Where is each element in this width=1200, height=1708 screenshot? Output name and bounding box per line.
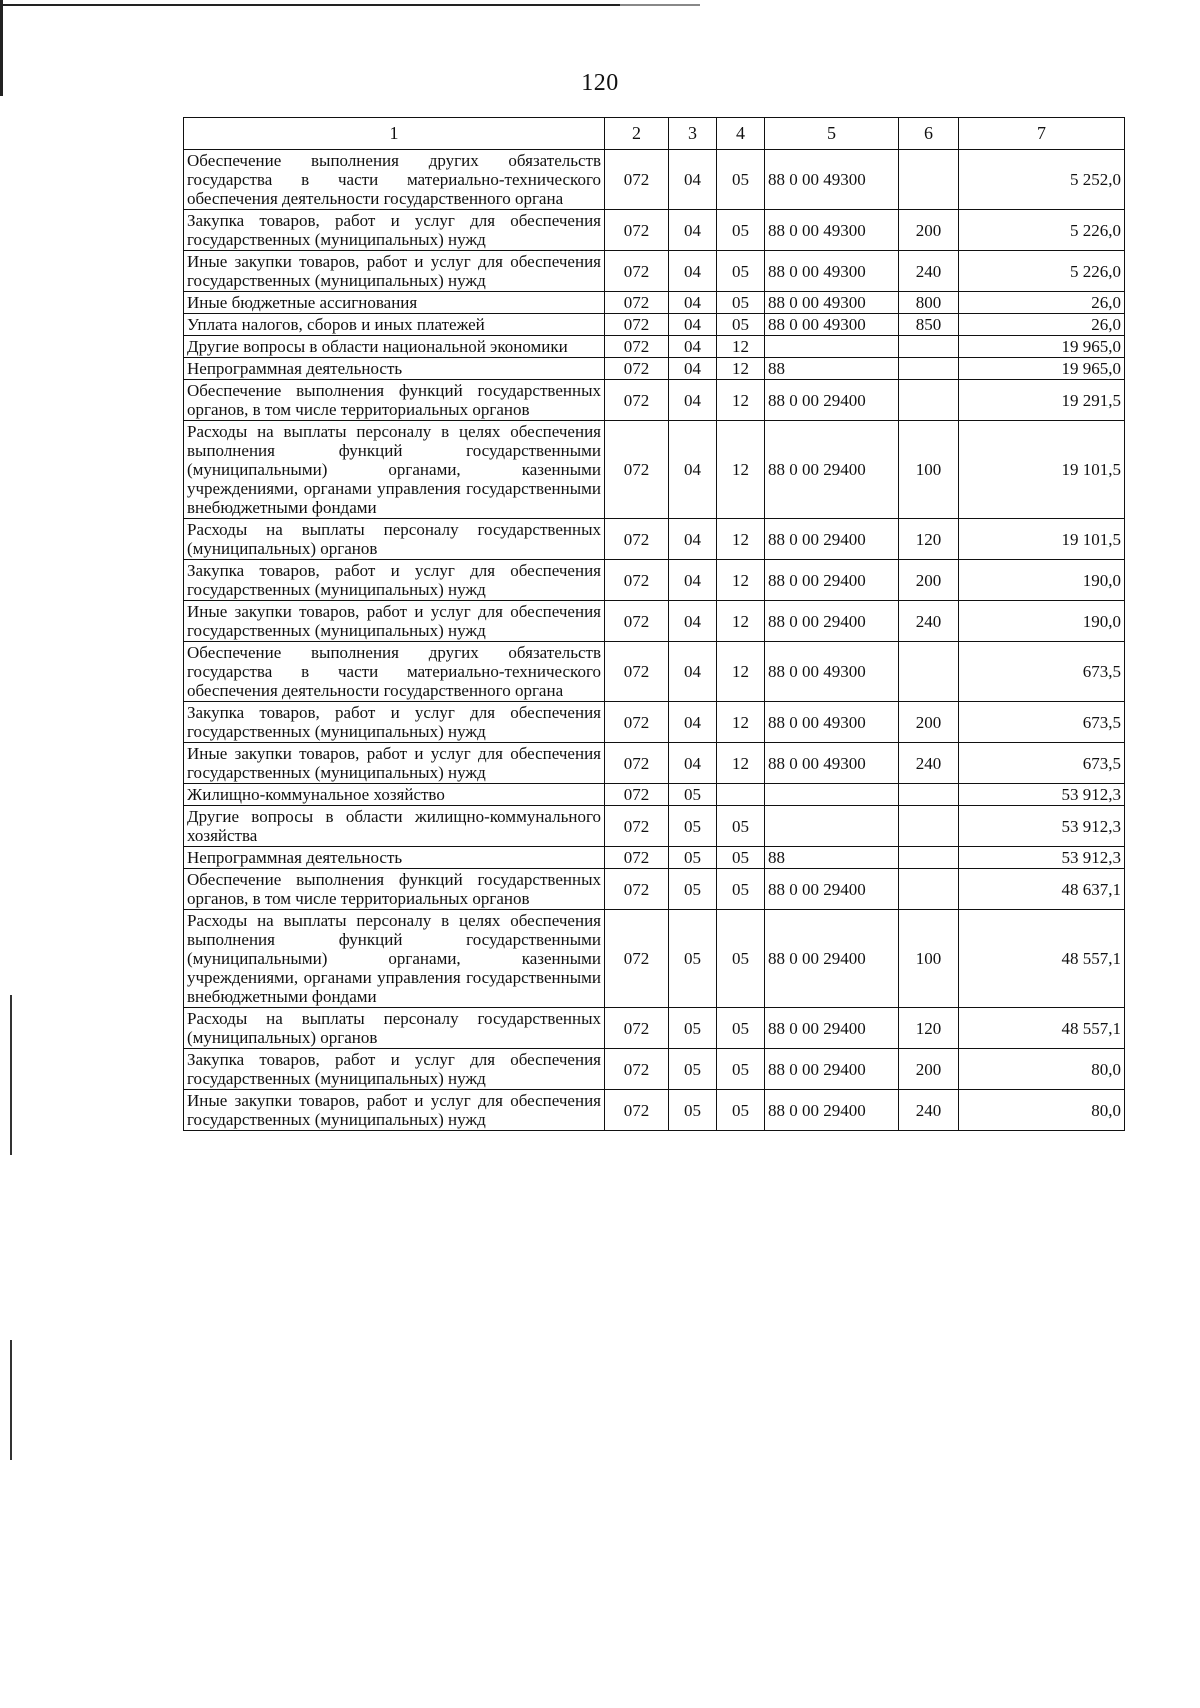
row-expense-type-cell: 850 — [899, 314, 959, 336]
row-section-cell: 05 — [669, 1090, 717, 1131]
table-row — [184, 784, 1125, 806]
row-name-cell: Жилищно-коммунальное хозяйство — [184, 784, 605, 806]
row-amount-cell: 48 637,1 — [959, 869, 1125, 910]
row-subsection-cell: 05 — [717, 314, 765, 336]
row-target-article-cell: 88 0 00 49300 — [765, 314, 899, 336]
row-admin-code-cell: 072 — [605, 784, 669, 806]
row-target-article-cell — [765, 784, 899, 806]
row-expense-type-cell — [899, 358, 959, 380]
row-amount-cell: 5 226,0 — [959, 251, 1125, 292]
row-name-cell: Закупка товаров, работ и услуг для обеспечения государственных (муниципальных) нужд — [184, 702, 605, 743]
row-target-article-cell — [765, 336, 899, 358]
row-name-cell: Расходы на выплаты персоналу в целях обеспечения выполнения функций государственными (муниципальными) органами, казенными учреждениями, органами управления государственными внебюджетными фондами — [184, 910, 605, 1008]
row-section-cell: 04 — [669, 251, 717, 292]
row-name-cell: Другие вопросы в области жилищно-коммунального хозяйства — [184, 806, 605, 847]
row-admin-code-cell: 072 — [605, 910, 669, 1008]
row-subsection-cell — [717, 784, 765, 806]
row-expense-type-cell: 100 — [899, 421, 959, 519]
row-amount-cell: 26,0 — [959, 292, 1125, 314]
row-subsection-cell: 12 — [717, 421, 765, 519]
row-expense-type-cell — [899, 869, 959, 910]
row-expense-type-cell: 200 — [899, 210, 959, 251]
row-target-article-cell: 88 0 00 29400 — [765, 910, 899, 1008]
row-section-cell: 05 — [669, 869, 717, 910]
row-admin-code-cell: 072 — [605, 358, 669, 380]
row-name-cell: Закупка товаров, работ и услуг для обеспечения государственных (муниципальных) нужд — [184, 210, 605, 251]
row-target-article-cell: 88 0 00 49300 — [765, 150, 899, 210]
row-target-article-cell: 88 0 00 49300 — [765, 251, 899, 292]
row-target-article-cell: 88 0 00 49300 — [765, 292, 899, 314]
row-section-cell: 04 — [669, 210, 717, 251]
row-section-cell: 04 — [669, 314, 717, 336]
row-subsection-cell: 12 — [717, 642, 765, 702]
row-amount-cell: 5 226,0 — [959, 210, 1125, 251]
row-amount-cell: 673,5 — [959, 743, 1125, 784]
row-name-cell: Иные закупки товаров, работ и услуг для обеспечения государственных (муниципальных) нужд — [184, 743, 605, 784]
row-section-cell: 05 — [669, 1049, 717, 1090]
table-row — [184, 1008, 1125, 1049]
row-name-cell: Иные закупки товаров, работ и услуг для обеспечения государственных (муниципальных) нужд — [184, 251, 605, 292]
row-expense-type-cell — [899, 784, 959, 806]
row-subsection-cell: 05 — [717, 1049, 765, 1090]
table-row — [184, 601, 1125, 642]
row-name-cell: Обеспечение выполнения других обязательств государства в части материально-технического обеспечения деятельности государственного органа — [184, 642, 605, 702]
row-section-cell: 04 — [669, 358, 717, 380]
row-name-cell: Обеспечение выполнения функций государственных органов, в том числе территориальных органов — [184, 869, 605, 910]
row-expense-type-cell: 100 — [899, 910, 959, 1008]
row-admin-code-cell: 072 — [605, 847, 669, 869]
row-expense-type-cell — [899, 150, 959, 210]
row-section-cell: 04 — [669, 642, 717, 702]
row-admin-code-cell: 072 — [605, 601, 669, 642]
header-cell: 1 — [184, 118, 605, 150]
row-admin-code-cell: 072 — [605, 519, 669, 560]
row-section-cell: 04 — [669, 150, 717, 210]
row-name-cell: Иные закупки товаров, работ и услуг для обеспечения государственных (муниципальных) нужд — [184, 601, 605, 642]
row-section-cell: 04 — [669, 702, 717, 743]
row-subsection-cell: 12 — [717, 560, 765, 601]
row-amount-cell: 53 912,3 — [959, 784, 1125, 806]
table-row — [184, 847, 1125, 869]
row-admin-code-cell: 072 — [605, 292, 669, 314]
table-row — [184, 1049, 1125, 1090]
header-cell: 7 — [959, 118, 1125, 150]
row-expense-type-cell — [899, 642, 959, 702]
row-expense-type-cell — [899, 847, 959, 869]
table-row — [184, 150, 1125, 210]
row-target-article-cell: 88 — [765, 847, 899, 869]
row-section-cell: 04 — [669, 601, 717, 642]
row-name-cell: Расходы на выплаты персоналу государственных (муниципальных) органов — [184, 519, 605, 560]
row-admin-code-cell: 072 — [605, 336, 669, 358]
row-amount-cell: 5 252,0 — [959, 150, 1125, 210]
header-cell: 2 — [605, 118, 669, 150]
row-expense-type-cell — [899, 806, 959, 847]
row-amount-cell: 26,0 — [959, 314, 1125, 336]
row-expense-type-cell: 800 — [899, 292, 959, 314]
scan-mark — [10, 1340, 12, 1460]
row-admin-code-cell: 072 — [605, 1008, 669, 1049]
row-target-article-cell: 88 0 00 29400 — [765, 560, 899, 601]
row-section-cell: 05 — [669, 806, 717, 847]
table-row — [184, 1090, 1125, 1131]
row-section-cell: 05 — [669, 847, 717, 869]
row-admin-code-cell: 072 — [605, 642, 669, 702]
row-target-article-cell: 88 0 00 49300 — [765, 743, 899, 784]
row-expense-type-cell: 240 — [899, 1090, 959, 1131]
row-admin-code-cell: 072 — [605, 869, 669, 910]
scan-edge-top — [0, 4, 1200, 6]
row-name-cell: Непрограммная деятельность — [184, 847, 605, 869]
row-expense-type-cell: 200 — [899, 1049, 959, 1090]
row-target-article-cell: 88 0 00 49300 — [765, 702, 899, 743]
row-expense-type-cell: 240 — [899, 601, 959, 642]
row-amount-cell: 190,0 — [959, 560, 1125, 601]
scan-mark — [10, 995, 12, 1155]
row-expense-type-cell: 120 — [899, 519, 959, 560]
table-row — [184, 380, 1125, 421]
row-expense-type-cell: 240 — [899, 251, 959, 292]
row-section-cell: 04 — [669, 519, 717, 560]
row-expense-type-cell: 240 — [899, 743, 959, 784]
table-row — [184, 292, 1125, 314]
row-target-article-cell: 88 — [765, 358, 899, 380]
table-row — [184, 251, 1125, 292]
row-subsection-cell: 05 — [717, 1090, 765, 1131]
row-subsection-cell: 12 — [717, 702, 765, 743]
row-admin-code-cell: 072 — [605, 380, 669, 421]
row-target-article-cell: 88 0 00 49300 — [765, 210, 899, 251]
row-name-cell: Иные закупки товаров, работ и услуг для обеспечения государственных (муниципальных) нужд — [184, 1090, 605, 1131]
row-name-cell: Закупка товаров, работ и услуг для обеспечения государственных (муниципальных) нужд — [184, 560, 605, 601]
row-subsection-cell: 05 — [717, 910, 765, 1008]
table-row — [184, 421, 1125, 519]
row-name-cell: Закупка товаров, работ и услуг для обеспечения государственных (муниципальных) нужд — [184, 1049, 605, 1090]
row-amount-cell: 80,0 — [959, 1090, 1125, 1131]
row-name-cell: Непрограммная деятельность — [184, 358, 605, 380]
row-admin-code-cell: 072 — [605, 743, 669, 784]
row-target-article-cell: 88 0 00 29400 — [765, 1008, 899, 1049]
row-admin-code-cell: 072 — [605, 251, 669, 292]
row-amount-cell: 53 912,3 — [959, 847, 1125, 869]
table-header-row — [184, 118, 1125, 150]
row-name-cell: Расходы на выплаты персоналу в целях обеспечения выполнения функций государственными (муниципальными) органами, казенными учреждениями, органами управления государственными внебюджетными фондами — [184, 421, 605, 519]
row-target-article-cell — [765, 806, 899, 847]
row-section-cell: 04 — [669, 292, 717, 314]
table-row — [184, 702, 1125, 743]
table-row — [184, 560, 1125, 601]
row-amount-cell: 673,5 — [959, 702, 1125, 743]
row-subsection-cell: 12 — [717, 519, 765, 560]
table-row — [184, 642, 1125, 702]
table-row — [184, 806, 1125, 847]
row-admin-code-cell: 072 — [605, 1049, 669, 1090]
row-subsection-cell: 12 — [717, 743, 765, 784]
table-row — [184, 210, 1125, 251]
header-cell: 6 — [899, 118, 959, 150]
row-section-cell: 05 — [669, 784, 717, 806]
row-expense-type-cell: 200 — [899, 702, 959, 743]
table-row — [184, 743, 1125, 784]
row-target-article-cell: 88 0 00 49300 — [765, 642, 899, 702]
row-target-article-cell: 88 0 00 29400 — [765, 380, 899, 421]
row-subsection-cell: 05 — [717, 869, 765, 910]
row-amount-cell: 80,0 — [959, 1049, 1125, 1090]
row-name-cell: Уплата налогов, сборов и иных платежей — [184, 314, 605, 336]
row-subsection-cell: 05 — [717, 847, 765, 869]
row-section-cell: 04 — [669, 560, 717, 601]
row-name-cell: Другие вопросы в области национальной экономики — [184, 336, 605, 358]
row-subsection-cell: 12 — [717, 336, 765, 358]
row-target-article-cell: 88 0 00 29400 — [765, 1090, 899, 1131]
row-target-article-cell: 88 0 00 29400 — [765, 1049, 899, 1090]
row-name-cell: Обеспечение выполнения функций государственных органов, в том числе территориальных органов — [184, 380, 605, 421]
row-target-article-cell: 88 0 00 29400 — [765, 869, 899, 910]
row-amount-cell: 53 912,3 — [959, 806, 1125, 847]
row-subsection-cell: 05 — [717, 150, 765, 210]
page-number: 120 — [581, 70, 619, 96]
row-subsection-cell: 12 — [717, 601, 765, 642]
row-admin-code-cell: 072 — [605, 150, 669, 210]
row-amount-cell: 673,5 — [959, 642, 1125, 702]
row-section-cell: 05 — [669, 1008, 717, 1049]
row-expense-type-cell: 200 — [899, 560, 959, 601]
row-subsection-cell: 05 — [717, 292, 765, 314]
row-section-cell: 04 — [669, 743, 717, 784]
row-target-article-cell: 88 0 00 29400 — [765, 601, 899, 642]
row-amount-cell: 48 557,1 — [959, 1008, 1125, 1049]
row-subsection-cell: 12 — [717, 358, 765, 380]
row-amount-cell: 19 101,5 — [959, 519, 1125, 560]
table-row — [184, 519, 1125, 560]
header-cell: 4 — [717, 118, 765, 150]
row-admin-code-cell: 072 — [605, 314, 669, 336]
header-cell: 5 — [765, 118, 899, 150]
table-row — [184, 336, 1125, 358]
table-row — [184, 314, 1125, 336]
row-amount-cell: 19 965,0 — [959, 358, 1125, 380]
row-amount-cell: 190,0 — [959, 601, 1125, 642]
row-amount-cell: 19 965,0 — [959, 336, 1125, 358]
table-row — [184, 358, 1125, 380]
table-row — [184, 910, 1125, 1008]
row-subsection-cell: 05 — [717, 1008, 765, 1049]
row-amount-cell: 19 291,5 — [959, 380, 1125, 421]
row-target-article-cell: 88 0 00 29400 — [765, 421, 899, 519]
row-admin-code-cell: 072 — [605, 806, 669, 847]
budget-table — [183, 117, 1125, 1131]
row-amount-cell: 19 101,5 — [959, 421, 1125, 519]
table-row — [184, 869, 1125, 910]
row-name-cell: Обеспечение выполнения других обязательств государства в части материально-технического обеспечения деятельности государственного органа — [184, 150, 605, 210]
row-section-cell: 04 — [669, 336, 717, 358]
row-name-cell: Расходы на выплаты персоналу государственных (муниципальных) органов — [184, 1008, 605, 1049]
row-subsection-cell: 12 — [717, 380, 765, 421]
row-section-cell: 04 — [669, 380, 717, 421]
row-name-cell: Иные бюджетные ассигнования — [184, 292, 605, 314]
row-expense-type-cell — [899, 380, 959, 421]
row-admin-code-cell: 072 — [605, 560, 669, 601]
row-admin-code-cell: 072 — [605, 1090, 669, 1131]
row-admin-code-cell: 072 — [605, 702, 669, 743]
row-subsection-cell: 05 — [717, 806, 765, 847]
row-target-article-cell: 88 0 00 29400 — [765, 519, 899, 560]
row-subsection-cell: 05 — [717, 210, 765, 251]
row-admin-code-cell: 072 — [605, 421, 669, 519]
header-cell: 3 — [669, 118, 717, 150]
row-expense-type-cell — [899, 336, 959, 358]
row-amount-cell: 48 557,1 — [959, 910, 1125, 1008]
row-admin-code-cell: 072 — [605, 210, 669, 251]
row-section-cell: 05 — [669, 910, 717, 1008]
row-expense-type-cell: 120 — [899, 1008, 959, 1049]
row-section-cell: 04 — [669, 421, 717, 519]
row-subsection-cell: 05 — [717, 251, 765, 292]
